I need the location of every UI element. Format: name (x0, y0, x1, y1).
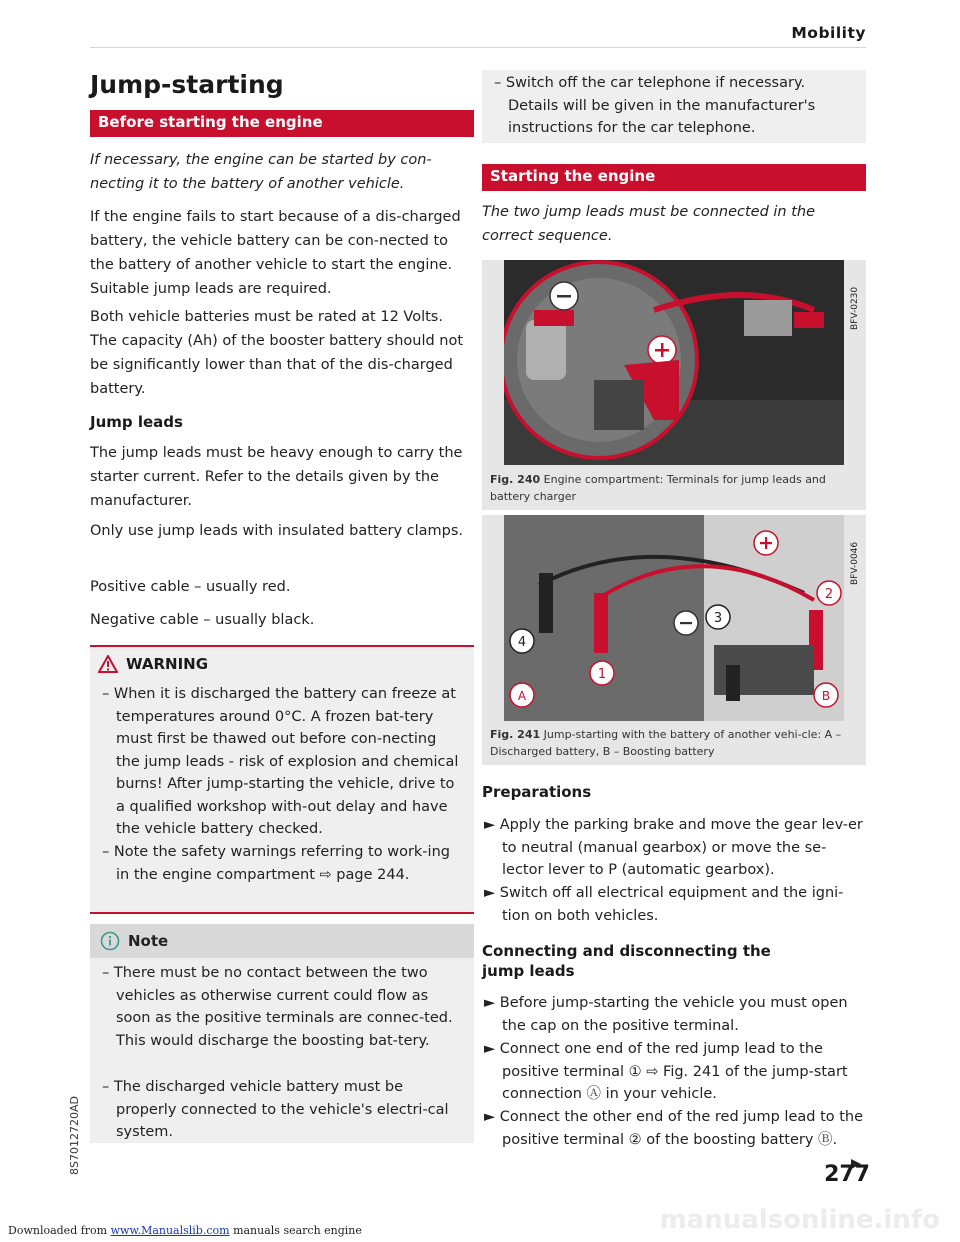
figure-240 (482, 260, 866, 510)
watermark: manualsonline.info (659, 1205, 940, 1235)
svg-text:B: B (821, 689, 831, 703)
warning-title: WARNING (126, 655, 209, 673)
paragraph-voltage: Both vehicle batteries must be rated at 12 Volts. The capacity (Ah) of the booster battery should not be significantly lower than that of the dis-charged battery. (90, 309, 464, 397)
figure-240-caption (490, 471, 860, 505)
manualslib-link[interactable]: www.Manualslib.com (110, 1224, 230, 1237)
figure-240-label: Fig. 240 (490, 473, 541, 486)
note-header (100, 931, 168, 951)
subsection-bar-before-starting: Before starting the engine (90, 110, 474, 137)
paragraph-negative-cable: Negative cable – usually black. (90, 612, 315, 628)
page-number: 277 (824, 1162, 870, 1187)
note-box (90, 924, 474, 1143)
chapter-title: Jump-starting (90, 70, 284, 99)
subsection-bar-starting: Starting the engine (482, 164, 866, 191)
download-footer (8, 1224, 362, 1237)
note-item-contact: – There must be no contact between the two vehicles as otherwise current could flow as soon as the positive terminals are connec-ted. This would discharge the boosting bat-tery. (102, 965, 453, 1049)
prep-item-ignition: ► Switch off all electrical equipment and the igni-tion on both vehicles. (484, 885, 844, 924)
paragraph-lead-gauge: The jump leads must be heavy enough to carry the starter current. Refer to the details given by the manufacturer. (90, 445, 463, 509)
figure-240-caption-text: Engine compartment: Terminals for jump leads and battery charger (490, 473, 826, 503)
header-rule (90, 47, 866, 48)
figure-241 (482, 515, 866, 765)
figure-241-code-text: BFV-0046 (850, 541, 860, 585)
svg-text:A: A (517, 689, 527, 703)
info-icon (100, 931, 120, 951)
paragraph-positive-cable: Positive cable – usually red. (90, 579, 291, 595)
document-code-text: 8S7012720AD (68, 1096, 81, 1175)
connect-item-cap: ► Before jump-starting the vehicle you must open the cap on the positive terminal. (484, 995, 848, 1034)
heading-preparations: Preparations (482, 783, 592, 801)
telephone-text: – Switch off the car telephone if necessary. Details will be given in the manufacturer's instructions for the car telephone. (494, 75, 816, 136)
warning-item-freeze: – When it is discharged the battery can freeze at temperatures around 0°C. A frozen bat-tery must first be thawed out before con-necting the jump leads - risk of explosion and chemical burns! After jump-starting the vehicle, drive to a qualified workshop with-out delay and have the vehicle battery checked. (102, 686, 459, 837)
connect-item-red-lead: ► Connect one end of the red jump lead to the positive terminal ① ⇨ Fig. 241 of the jump-start connection Ⓐ in your vehicle. (484, 1041, 848, 1102)
figure-241-code (850, 525, 862, 585)
document-code (68, 1065, 82, 1175)
download-suffix: manuals search engine (233, 1224, 362, 1237)
connect-item-other-end: ► Connect the other end of the red jump lead to the positive terminal ② of the boosting battery Ⓑ. (484, 1109, 864, 1148)
svg-text:3: 3 (713, 611, 723, 626)
svg-text:2: 2 (824, 587, 834, 602)
starting-lead: The two jump leads must be connected in the correct sequence. (482, 204, 816, 244)
prep-item-brake: ► Apply the parking brake and move the gear lev-er to neutral (manual gearbox) or move the se-lector lever to P (automatic gearbox). (484, 817, 863, 878)
paragraph-insulated: Only use jump leads with insulated battery clamps. (90, 523, 464, 539)
heading-connecting: Connecting and disconnecting the jump leads (482, 942, 771, 980)
warning-item-safety: – Note the safety warnings referring to work-ing in the engine compartment ⇨ page 244. (102, 844, 450, 883)
note-title: Note (128, 932, 169, 950)
telephone-box (482, 70, 866, 143)
section-title: Mobility (791, 24, 866, 42)
figure-240-code-text: BFV-0230 (850, 286, 860, 330)
engine-compartment-illustration (504, 260, 844, 465)
svg-text:1: 1 (597, 667, 607, 682)
figure-241-caption-text: Jump-starting with the battery of another vehi-cle: A – Discharged battery, B – Boosting battery (490, 728, 842, 758)
figure-240-code (850, 270, 862, 330)
warning-box (90, 645, 474, 914)
figure-241-label: Fig. 241 (490, 728, 541, 741)
note-item-connected: – The discharged vehicle battery must be properly connected to the vehicle's electri-cal system. (102, 1079, 449, 1140)
paragraph-discharged: If the engine fails to start because of a dis-charged battery, the vehicle battery can be con-nected to the battery of another vehicle to start the engine. Suitable jump leads are required. (90, 209, 461, 297)
heading-jump-leads: Jump leads (90, 413, 183, 431)
download-prefix: Downloaded from (8, 1224, 108, 1237)
jump-start-illustration (504, 515, 844, 721)
svg-text:4: 4 (517, 635, 527, 650)
warning-triangle-icon (98, 655, 118, 673)
warning-header (98, 655, 208, 673)
figure-241-caption (490, 726, 860, 760)
intro-lead: If necessary, the engine can be started by con-necting it to the battery of another vehicle. (90, 152, 432, 192)
